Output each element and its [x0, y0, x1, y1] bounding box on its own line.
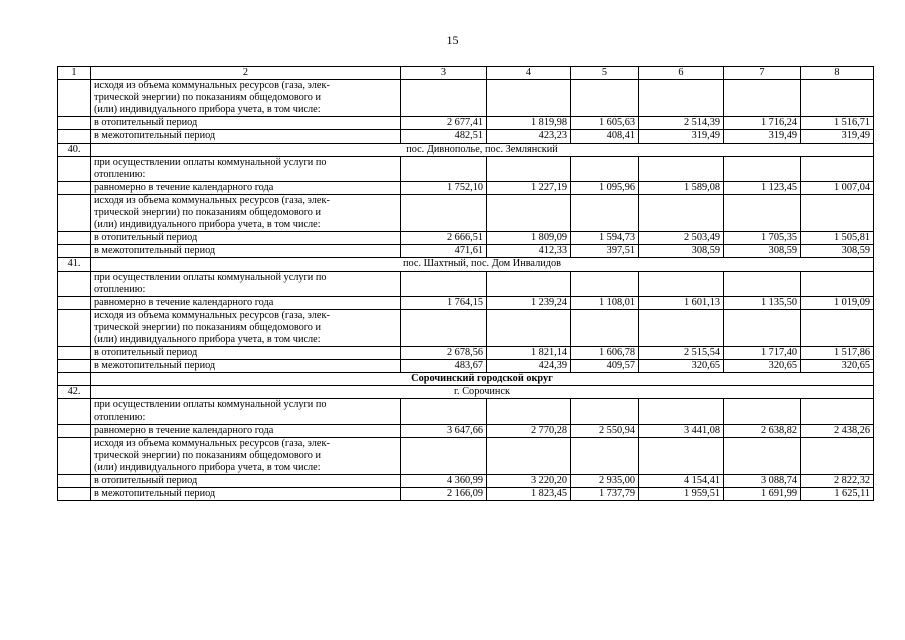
value-cell: 1 717,40 [724, 347, 801, 360]
header-cell: 7 [724, 67, 801, 80]
value-cell: 423,23 [487, 130, 571, 143]
empty-value-cell [487, 80, 571, 117]
value-cell: 308,59 [639, 245, 724, 258]
description-line: трической энергии) по показаниям общедомового и [94, 92, 322, 104]
row-index-cell [58, 232, 91, 245]
value-cell: 320,65 [801, 360, 874, 373]
description-line: исходя из объема коммунальных ресурсов (газа, элек- [94, 309, 330, 321]
value-cell: 3 088,74 [724, 475, 801, 488]
empty-value-cell [724, 271, 801, 296]
row-label-cell: в межотопительный период [91, 245, 401, 258]
empty-value-cell [571, 271, 639, 296]
value-cell: 1 737,79 [571, 488, 639, 501]
empty-value-cell [639, 437, 724, 474]
section-number-cell: 42. [58, 386, 91, 399]
empty-value-cell [639, 309, 724, 346]
value-cell: 1 605,63 [571, 117, 639, 130]
value-cell: 1 716,24 [724, 117, 801, 130]
row-index-cell [58, 399, 91, 424]
header-cell: 1 [58, 67, 91, 80]
empty-value-cell [487, 437, 571, 474]
empty-value-cell [724, 399, 801, 424]
description-row [58, 156, 874, 181]
header-cell: 3 [401, 67, 487, 80]
value-cell: 308,59 [801, 245, 874, 258]
row-index-cell [58, 475, 91, 488]
row-label-cell: равномерно в течение календарного года [91, 181, 401, 194]
header-cell: 5 [571, 67, 639, 80]
value-cell: 1 007,04 [801, 181, 874, 194]
empty-value-cell [487, 271, 571, 296]
data-row [58, 117, 874, 130]
value-cell: 2 550,94 [571, 424, 639, 437]
description-row [58, 271, 874, 296]
row-index-cell [58, 347, 91, 360]
description-line: отоплению: [94, 411, 146, 423]
value-cell: 319,49 [639, 130, 724, 143]
description-row [58, 399, 874, 424]
value-cell: 1 752,10 [401, 181, 487, 194]
empty-value-cell [724, 194, 801, 231]
description-line: (или) индивидуального прибора учета, в том числе: [94, 461, 321, 473]
data-row [58, 245, 874, 258]
row-index-cell [58, 245, 91, 258]
row-index-cell [58, 309, 91, 346]
row-label-cell: в отопительный период [91, 347, 401, 360]
empty-value-cell [639, 271, 724, 296]
header-cell: 8 [801, 67, 874, 80]
empty-value-cell [571, 309, 639, 346]
description-cell [91, 437, 401, 474]
description-cell [91, 309, 401, 346]
empty-value-cell [401, 309, 487, 346]
value-cell: 2 677,41 [401, 117, 487, 130]
description-cell [91, 399, 401, 424]
page-number: 15 [446, 33, 459, 47]
empty-value-cell [639, 156, 724, 181]
empty-value-cell [571, 80, 639, 117]
description-row [58, 194, 874, 231]
value-cell: 1 819,98 [487, 117, 571, 130]
value-cell: 1 606,78 [571, 347, 639, 360]
description-line: (или) индивидуального прибора учета, в том числе: [94, 219, 321, 231]
value-cell: 1 123,45 [724, 181, 801, 194]
row-label-cell: в межотопительный период [91, 360, 401, 373]
value-cell: 1 095,96 [571, 181, 639, 194]
description-line: (или) индивидуального прибора учета, в том числе: [94, 104, 321, 116]
row-index-cell [58, 130, 91, 143]
section-title-cell: г. Сорочинск [91, 386, 874, 399]
header-cell: 2 [91, 67, 401, 80]
value-cell: 1 505,81 [801, 232, 874, 245]
section-row [58, 386, 874, 399]
value-cell: 1 691,99 [724, 488, 801, 501]
value-cell: 1 227,19 [487, 181, 571, 194]
row-index-cell [58, 373, 91, 386]
value-cell: 4 154,41 [639, 475, 724, 488]
value-cell: 1 705,35 [724, 232, 801, 245]
empty-value-cell [401, 156, 487, 181]
value-cell: 3 441,08 [639, 424, 724, 437]
value-cell: 320,65 [724, 360, 801, 373]
header-cell: 4 [487, 67, 571, 80]
value-cell: 397,51 [571, 245, 639, 258]
description-line: при осуществлении оплаты коммунальной услуги по [94, 156, 327, 168]
data-row [58, 347, 874, 360]
description-line: трической энергии) по показаниям общедомового и [94, 321, 322, 333]
data-row [58, 488, 874, 501]
description-line: при осуществлении оплаты коммунальной услуги по [94, 271, 327, 283]
row-label-cell: в межотопительный период [91, 130, 401, 143]
section-title-cell: пос. Дивнополье, пос. Землянский [91, 143, 874, 156]
header-cell: 6 [639, 67, 724, 80]
description-line: при осуществлении оплаты коммунальной услуги по [94, 399, 327, 411]
empty-value-cell [571, 194, 639, 231]
data-row [58, 475, 874, 488]
row-index-cell [58, 437, 91, 474]
header-row [58, 67, 874, 80]
row-index-cell [58, 296, 91, 309]
empty-value-cell [487, 194, 571, 231]
description-line: исходя из объема коммунальных ресурсов (газа, элек- [94, 80, 330, 92]
empty-value-cell [571, 156, 639, 181]
value-cell: 2 666,51 [401, 232, 487, 245]
row-label-cell: в межотопительный период [91, 488, 401, 501]
row-label-cell: в отопительный период [91, 232, 401, 245]
value-cell: 1 516,71 [801, 117, 874, 130]
value-cell: 3 647,66 [401, 424, 487, 437]
value-cell: 1 809,09 [487, 232, 571, 245]
row-index-cell [58, 181, 91, 194]
empty-value-cell [487, 156, 571, 181]
value-cell: 483,67 [401, 360, 487, 373]
value-cell: 1 959,51 [639, 488, 724, 501]
value-cell: 2 438,26 [801, 424, 874, 437]
value-cell: 471,61 [401, 245, 487, 258]
empty-value-cell [724, 309, 801, 346]
section-number-cell: 40. [58, 143, 91, 156]
empty-value-cell [401, 437, 487, 474]
data-row [58, 424, 874, 437]
value-cell: 1 135,50 [724, 296, 801, 309]
description-line: (или) индивидуального прибора учета, в том числе: [94, 333, 321, 345]
description-cell [91, 271, 401, 296]
description-row [58, 80, 874, 117]
empty-value-cell [639, 194, 724, 231]
value-cell: 319,49 [724, 130, 801, 143]
value-cell: 1 764,15 [401, 296, 487, 309]
empty-value-cell [639, 80, 724, 117]
empty-value-cell [801, 194, 874, 231]
row-index-cell [58, 156, 91, 181]
table-body [58, 67, 874, 501]
value-cell: 3 220,20 [487, 475, 571, 488]
tariff-table [57, 66, 874, 501]
value-cell: 1 821,14 [487, 347, 571, 360]
value-cell: 2 935,00 [571, 475, 639, 488]
description-line: отоплению: [94, 283, 146, 295]
description-cell [91, 194, 401, 231]
row-index-cell [58, 360, 91, 373]
row-label-cell: равномерно в течение календарного года [91, 424, 401, 437]
value-cell: 412,33 [487, 245, 571, 258]
empty-value-cell [487, 399, 571, 424]
section-title-cell: пос. Шахтный, пос. Дом Инвалидов [91, 258, 874, 271]
section-number-cell: 41. [58, 258, 91, 271]
empty-value-cell [801, 399, 874, 424]
value-cell: 308,59 [724, 245, 801, 258]
empty-value-cell [801, 271, 874, 296]
district-row [58, 373, 874, 386]
value-cell: 1 601,13 [639, 296, 724, 309]
row-index-cell [58, 271, 91, 296]
data-row [58, 232, 874, 245]
value-cell: 2 514,39 [639, 117, 724, 130]
value-cell: 408,41 [571, 130, 639, 143]
row-index-cell [58, 117, 91, 130]
value-cell: 2 638,82 [724, 424, 801, 437]
section-row [58, 258, 874, 271]
value-cell: 1 517,86 [801, 347, 874, 360]
empty-value-cell [724, 156, 801, 181]
description-line: отоплению: [94, 168, 146, 180]
row-label-cell: равномерно в течение календарного года [91, 296, 401, 309]
value-cell: 2 822,32 [801, 475, 874, 488]
description-row [58, 309, 874, 346]
value-cell: 482,51 [401, 130, 487, 143]
empty-value-cell [724, 80, 801, 117]
empty-value-cell [639, 399, 724, 424]
empty-value-cell [401, 194, 487, 231]
empty-value-cell [801, 80, 874, 117]
value-cell: 1 019,09 [801, 296, 874, 309]
value-cell: 2 515,54 [639, 347, 724, 360]
description-line: исходя из объема коммунальных ресурсов (газа, элек- [94, 194, 330, 206]
value-cell: 1 625,11 [801, 488, 874, 501]
value-cell: 2 166,09 [401, 488, 487, 501]
empty-value-cell [801, 437, 874, 474]
row-index-cell [58, 80, 91, 117]
value-cell: 409,57 [571, 360, 639, 373]
value-cell: 2 770,28 [487, 424, 571, 437]
row-label-cell: в отопительный период [91, 475, 401, 488]
value-cell: 1 823,45 [487, 488, 571, 501]
value-cell: 424,39 [487, 360, 571, 373]
row-index-cell [58, 488, 91, 501]
row-index-cell [58, 424, 91, 437]
value-cell: 2 678,56 [401, 347, 487, 360]
empty-value-cell [801, 309, 874, 346]
empty-value-cell [487, 309, 571, 346]
description-line: трической энергии) по показаниям общедомового и [94, 207, 322, 219]
empty-value-cell [571, 437, 639, 474]
district-title-cell: Сорочинский городской округ [91, 373, 874, 386]
data-row [58, 360, 874, 373]
empty-value-cell [571, 399, 639, 424]
value-cell: 1 594,73 [571, 232, 639, 245]
value-cell: 2 503,49 [639, 232, 724, 245]
empty-value-cell [401, 399, 487, 424]
row-label-cell: в отопительный период [91, 117, 401, 130]
data-row [58, 296, 874, 309]
empty-value-cell [401, 271, 487, 296]
data-row [58, 130, 874, 143]
description-line: трической энергии) по показаниям общедомового и [94, 449, 322, 461]
value-cell: 320,65 [639, 360, 724, 373]
value-cell: 1 589,08 [639, 181, 724, 194]
description-cell [91, 156, 401, 181]
description-line: исходя из объема коммунальных ресурсов (газа, элек- [94, 437, 330, 449]
value-cell: 1 108,01 [571, 296, 639, 309]
row-index-cell [58, 194, 91, 231]
description-row [58, 437, 874, 474]
empty-value-cell [724, 437, 801, 474]
value-cell: 1 239,24 [487, 296, 571, 309]
data-row [58, 181, 874, 194]
empty-value-cell [401, 80, 487, 117]
value-cell: 4 360,99 [401, 475, 487, 488]
section-row [58, 143, 874, 156]
value-cell: 319,49 [801, 130, 874, 143]
empty-value-cell [801, 156, 874, 181]
description-cell [91, 80, 401, 117]
